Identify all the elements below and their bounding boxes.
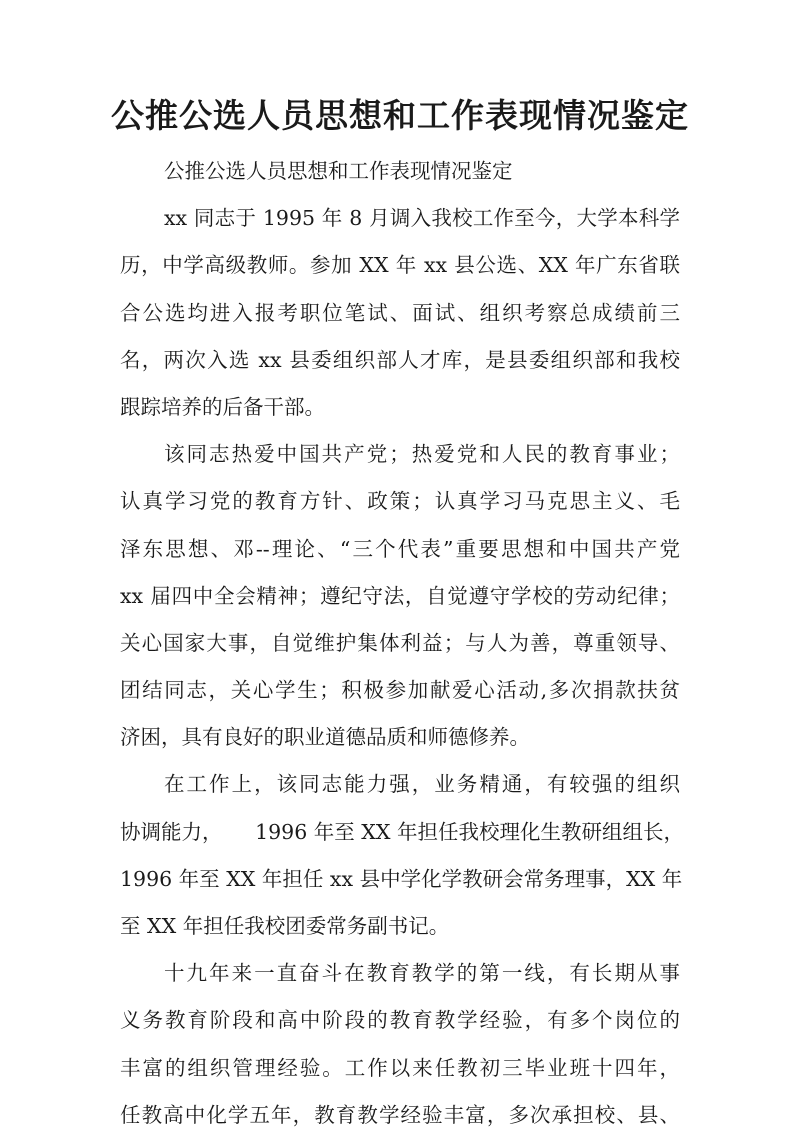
- body-line: 丰富的组织管理经验。工作以来任教初三毕业班十四年，: [120, 1055, 680, 1080]
- body-line: 认真学习党的教育方针、政策；认真学习马克思主义、毛: [120, 489, 680, 514]
- body-line: 十九年来一直奋斗在教育教学的第一线，有长期从事: [164, 961, 680, 986]
- body-line: 团结同志，关心学生；积极参加献爱心活动,多次捐款扶贫: [120, 678, 680, 703]
- body-line: 协调能力， 1996 年至 XX 年担任我校理化生教研组组长，: [120, 819, 684, 844]
- body-line: 至 XX 年担任我校团委常务副书记。: [120, 914, 450, 938]
- body-line: 合公选均进入报考职位笔试、面试、组织考察总成绩前三: [120, 300, 680, 325]
- body-line: 1996 年至 XX 年担任 xx 县中学化学教研会常务理事，XX 年: [120, 866, 683, 891]
- body-line: 公推公选人员思想和工作表现情况鉴定: [164, 159, 513, 183]
- body-line: 任教高中化学五年，教育教学经验丰富，多次承担校、县、: [120, 1102, 680, 1127]
- body-line: 在工作上，该同志能力强，业务精通，有较强的组织: [164, 772, 680, 797]
- body-line: 关心国家大事，自觉维护集体利益；与人为善，尊重领导、: [120, 630, 680, 655]
- body-line: 该同志热爱中国共产党；热爱党和人民的教育事业；: [164, 442, 680, 467]
- body-line: xx 同志于 1995 年 8 月调入我校工作至今，大学本科学: [164, 206, 680, 231]
- body-line: 历，中学高级教师。参加 XX 年 xx 县公选、XX 年广东省联: [120, 253, 680, 278]
- document-body: [120, 148, 684, 1139]
- body-line: 义务教育阶段和高中阶段的教育教学经验，有多个岗位的: [120, 1008, 680, 1033]
- body-line: 名，两次入选 xx 县委组织部人才库，是县委组织部和我校: [120, 347, 680, 372]
- body-line: xx 届四中全会精神；遵纪守法，自觉遵守学校的劳动纪律；: [120, 583, 680, 608]
- body-line: 跟踪培养的后备干部。: [120, 394, 325, 419]
- body-line: 济困，具有良好的职业道德品质和师德修养。: [120, 725, 530, 750]
- body-line: 泽东思想、邓--理论、“三个代表”重要思想和中国共产党: [120, 536, 680, 561]
- document-title: 公推公选人员思想和工作表现情况鉴定: [111, 96, 689, 135]
